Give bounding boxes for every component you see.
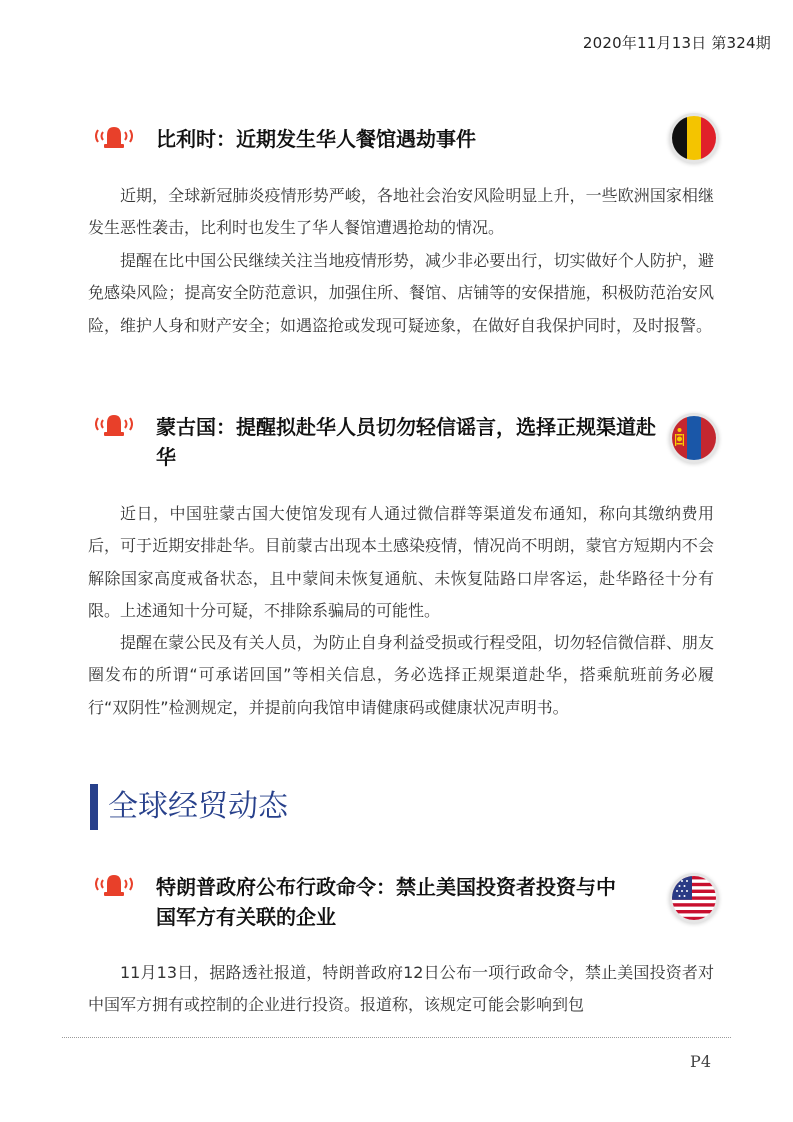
alarm-bell-icon (92, 410, 136, 440)
section-title-mongolia: 蒙古国：提醒拟赴华人员切勿轻信谣言，选择正规渠道赴华 (156, 415, 656, 469)
section-accent-bar (90, 784, 98, 830)
belgium-flag-icon (672, 116, 716, 160)
paragraph: 近期，全球新冠肺炎疫情形势严峻，各地社会治安风险明显上升，一些欧洲国家相继发生恶性袭击，比利时也发生了华人餐馆遭遇抢劫的情况。 (88, 186, 714, 238)
section-title-usa: 特朗普政府公布行政命令：禁止美国投资者投资与中国军方有关联的企业 (156, 875, 616, 929)
paragraph: 提醒在蒙公民及有关人员，为防止自身利益受损或行程受阻，切勿轻信微信群、朋友圈发布的所谓“可承诺回国”等相关信息，务必选择正规渠道赴华，搭乘航班前务必履行“双阴性”检测规定，并提前向我馆申请健康码或健康状况声明书。 (88, 633, 714, 717)
header-date-issue: 2020年11月13日 第324期 (582, 34, 771, 52)
alarm-bell-icon (92, 870, 136, 900)
footer-divider (62, 1037, 731, 1038)
mongolia-flag-icon (672, 416, 716, 460)
usa-flag-icon (672, 876, 716, 920)
alarm-bell-icon (92, 122, 136, 152)
section-title-belgium: 比利时：近期发生华人餐馆遇劫事件 (156, 127, 476, 151)
paragraph: 提醒在比中国公民继续关注当地疫情形势，减少非必要出行，切实做好个人防护，避免感染风险；提高安全防范意识，加强住所、餐馆、店铺等的安保措施，积极防范治安风险，维护人身和财产安全；如遇盗抢或发现可疑迹象，在做好自我保护同时，及时报警。 (88, 251, 714, 335)
paragraph: 11月13日，据路透社报道，特朗普政府12日公布一项行政命令，禁止美国投资者对中国军方拥有或控制的企业进行投资。报道称，该规定可能会影响到包 (88, 963, 714, 1015)
page-number: P4 (690, 1052, 711, 1071)
paragraph: 近日，中国驻蒙古国大使馆发现有人通过微信群等渠道发布通知，称向其缴纳费用后，可于近期安排赴华。目前蒙古出现本土感染疫情，情况尚不明朗，蒙官方短期内不会解除国家高度戒备状态，且中蒙间未恢复通航、未恢复陆路口岸客运，赴华路径十分有限。上述通知十分可疑，不排除系骗局的可能性。 (88, 504, 714, 620)
global-section-title: 全球经贸动态 (108, 789, 288, 824)
